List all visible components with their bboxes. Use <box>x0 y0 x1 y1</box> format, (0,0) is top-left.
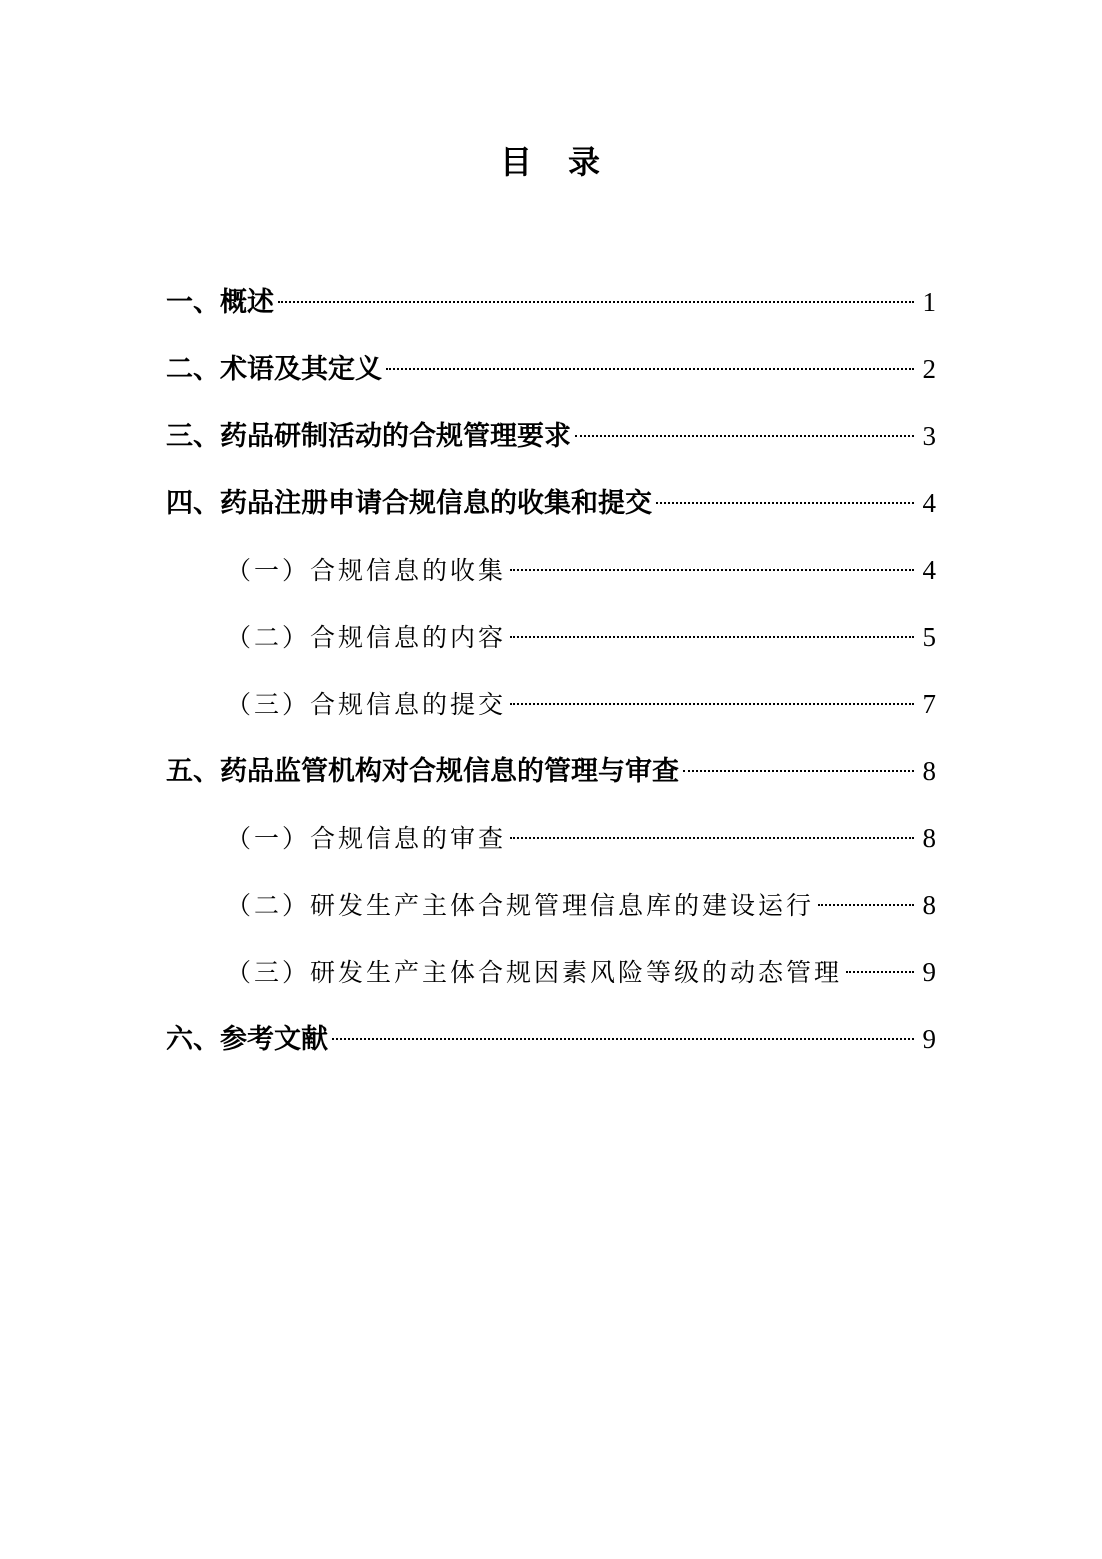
dot-leader <box>683 770 914 772</box>
toc-subentry-review[interactable] <box>166 816 936 883</box>
toc-title: 目 录 <box>499 143 602 181</box>
toc-entry-text: 五、药品监管机构对合规信息的管理与审查 <box>166 756 679 787</box>
toc-entry-text: （一）合规信息的收集 <box>226 556 507 585</box>
toc-entry-regulator-review[interactable] <box>166 749 936 816</box>
toc-entry-text: （二）研发生产主体合规管理信息库的建设运行 <box>226 891 815 920</box>
toc-entry-rd-compliance[interactable] <box>166 414 936 481</box>
dot-leader <box>278 301 914 303</box>
toc-subentry-database[interactable] <box>166 883 936 950</box>
toc-page-number: 7 <box>922 689 936 719</box>
toc-page-number: 8 <box>922 890 936 920</box>
toc-page-number: 2 <box>922 354 936 384</box>
toc-subentry-content[interactable] <box>166 615 936 682</box>
toc-page-number: 5 <box>922 622 936 652</box>
toc-entry-text: 三、药品研制活动的合规管理要求 <box>166 421 571 452</box>
toc-entry-text: （二）合规信息的内容 <box>226 623 507 652</box>
toc-page-number: 9 <box>922 1024 936 1054</box>
dot-leader <box>846 971 914 973</box>
toc-page-number: 8 <box>922 756 936 786</box>
toc-subentry-risk-level[interactable] <box>166 950 936 1017</box>
toc-entry-text: （三）合规信息的提交 <box>226 690 507 719</box>
toc-entry-overview[interactable] <box>166 280 936 347</box>
toc-entry-text: 二、术语及其定义 <box>166 354 382 385</box>
dot-leader <box>510 569 914 571</box>
toc-list <box>166 280 936 1084</box>
toc-page-number: 4 <box>922 488 936 518</box>
toc-page-number: 9 <box>922 957 936 987</box>
toc-entry-registration-info[interactable] <box>166 481 936 548</box>
toc-entry-terms[interactable] <box>166 347 936 414</box>
toc-subentry-submission[interactable] <box>166 682 936 749</box>
toc-entry-text: （一）合规信息的审查 <box>226 824 507 853</box>
toc-page-number: 1 <box>922 287 936 317</box>
toc-entry-references[interactable] <box>166 1017 936 1084</box>
dot-leader <box>656 502 914 504</box>
toc-page-number: 4 <box>922 555 936 585</box>
dot-leader <box>818 904 914 906</box>
toc-entry-text: 一、概述 <box>166 287 274 318</box>
toc-entry-text: 六、参考文献 <box>166 1024 328 1055</box>
dot-leader <box>332 1038 914 1040</box>
toc-entry-text: 四、药品注册申请合规信息的收集和提交 <box>166 488 652 519</box>
toc-page-number: 3 <box>922 421 936 451</box>
toc-entry-text: （三）研发生产主体合规因素风险等级的动态管理 <box>226 958 843 987</box>
dot-leader <box>386 368 914 370</box>
toc-page-number: 8 <box>922 823 936 853</box>
dot-leader <box>510 636 914 638</box>
dot-leader <box>510 703 914 705</box>
dot-leader <box>510 837 914 839</box>
dot-leader <box>575 435 914 437</box>
toc-subentry-collection[interactable] <box>166 548 936 615</box>
